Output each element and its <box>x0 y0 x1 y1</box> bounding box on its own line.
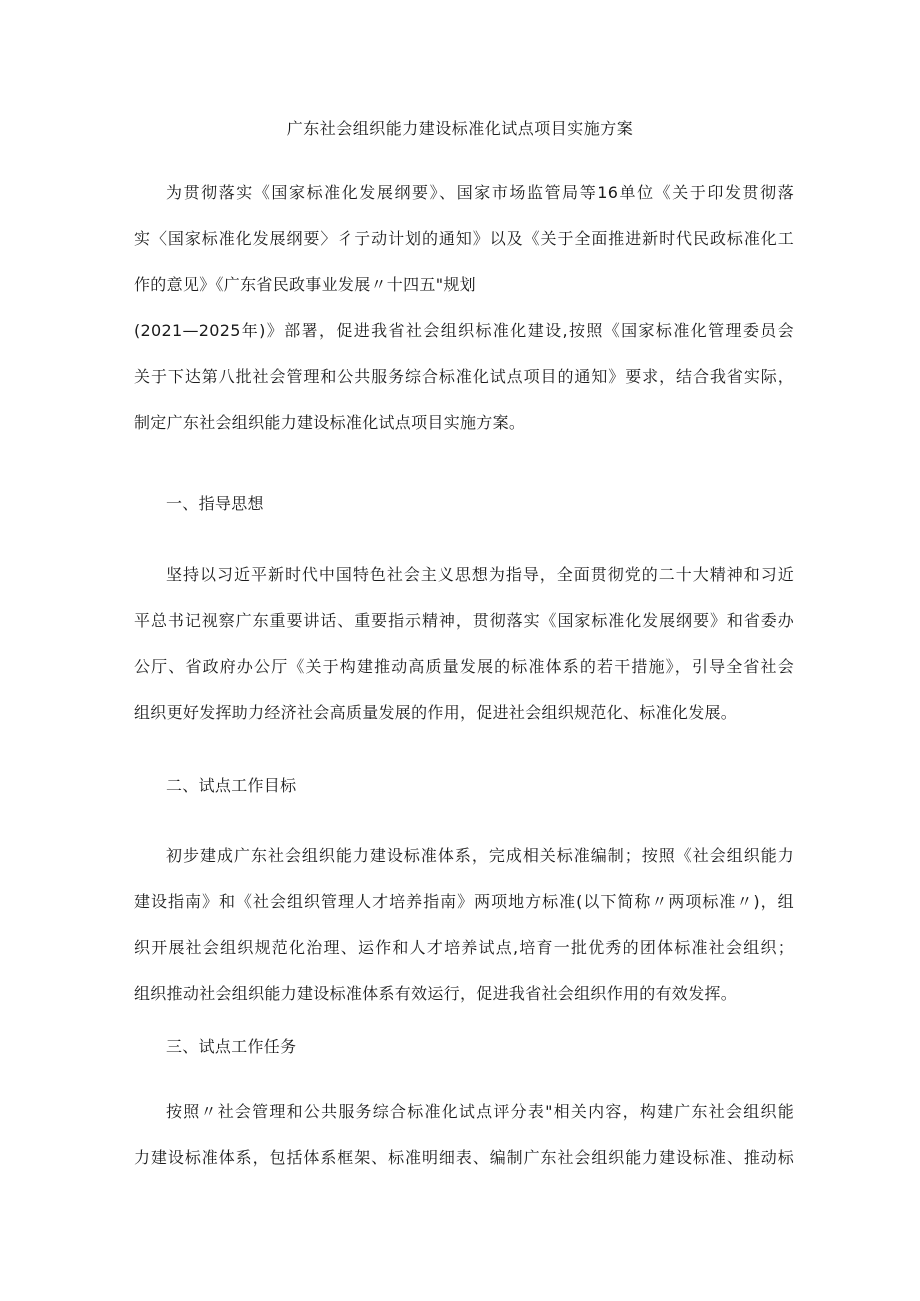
intro-line-5: 关于下达第八批社会管理和公共服务综合标准化试点项目的通知》要求，结合我省实际， <box>134 367 794 386</box>
section-heading-pilot-tasks: 三、试点工作任务 <box>166 1037 297 1056</box>
section-heading-guiding-ideology: 一、指导思想 <box>166 494 264 513</box>
section3-line-2: 力建设标准体系，包括体系框架、标准明细表、编制广东社会组织能力建设标准、推动标 <box>134 1148 794 1167</box>
page-title: 广东社会组织能力建设标准化试点项目实施方案 <box>286 119 634 138</box>
section1-line-2: 平总书记视察广东重要讲话、重要指示精神，贯彻落实《国家标准化发展纲要》和省委办 <box>134 611 794 630</box>
section2-line-4: 组织推动社会组织能力建设标准体系有效运行，促进我省社会组织作用的有效发挥。 <box>134 984 738 1003</box>
intro-line-2: 实〈国家标准化发展纲要〉彳亍动计划的通知》以及《关于全面推进新时代民政标准化工 <box>134 229 794 248</box>
section1-line-4: 组织更好发挥助力经济社会高质量发展的作用，促进社会组织规范化、标准化发展。 <box>134 703 738 722</box>
section1-line-1: 坚持以习近平新时代中国特色社会主义思想为指导，全面贯彻党的二十大精神和习近 <box>166 565 794 584</box>
section1-line-3: 公厅、省政府办公厅《关于构建推动高质量发展的标准体系的若干措施》，引导全省社会 <box>134 657 794 676</box>
intro-line-3: 作的意见》《广东省民政事业发展〃十四五"规划 <box>134 275 476 294</box>
intro-line-1: 为贯彻落实《国家标准化发展纲要》、国家市场监管局等16单位《关于印发贯彻落 <box>166 183 794 202</box>
section2-line-2: 建设指南》和《社会组织管理人才培养指南》两项地方标准(以下简称〃两项标准〃)，组 <box>134 892 794 911</box>
intro-line-6: 制定广东社会组织能力建设标准化试点项目实施方案。 <box>134 413 526 432</box>
intro-line-4: (2021—2025年)》部署，促进我省社会组织标准化建设,按照《国家标准化管理委员会 <box>134 321 794 340</box>
section2-line-1: 初步建成广东社会组织能力建设标准体系，完成相关标准编制；按照《社会组织能力 <box>166 846 794 865</box>
section3-line-1: 按照〃社会管理和公共服务综合标准化试点评分表"相关内容，构建广东社会组织能 <box>166 1102 794 1121</box>
section2-line-3: 织开展社会组织规范化治理、运作和人才培养试点,培育一批优秀的团体标准社会组织； <box>134 938 794 957</box>
section-heading-pilot-goals: 二、试点工作目标 <box>166 776 297 795</box>
